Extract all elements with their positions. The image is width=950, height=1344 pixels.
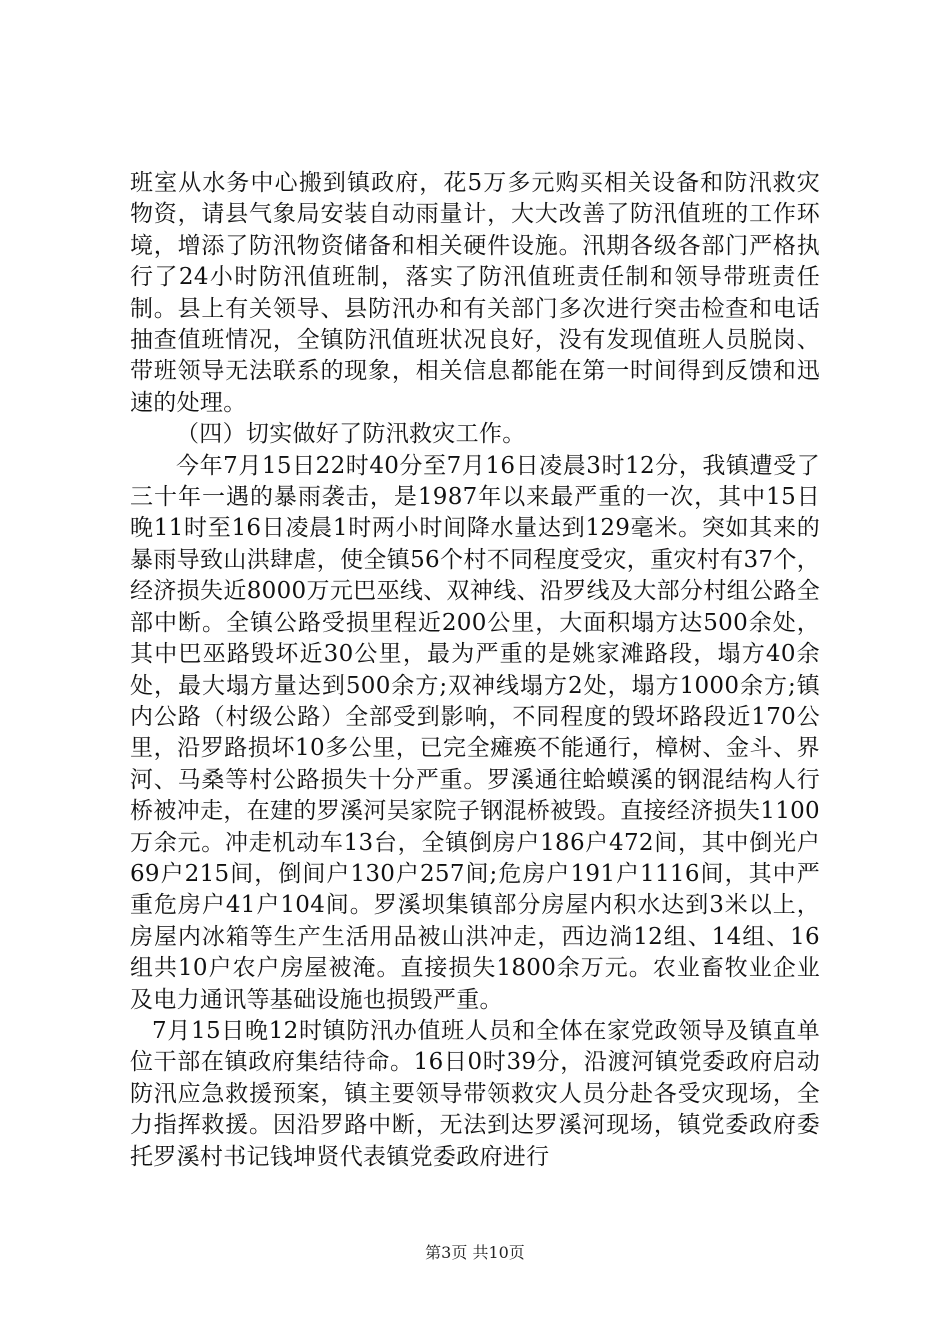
- paragraph-emergency-response: 7月15日晚12时镇防汛办值班人员和全体在家党政领导及镇直单位干部在镇政府集结待命。16日0时39分，沿渡河镇党委政府启动防汛应急救援预案，镇主要领导带领救灾人员分赴各受灾现场，全力指挥救援。因沿罗路中断，无法到达罗溪河现场，镇党委政府委托罗溪村书记钱坤贤代表镇党委政府进行: [130, 1017, 820, 1170]
- section-heading: （四）切实做好了防汛救灾工作。: [176, 421, 526, 448]
- paragraph-continuation: 班室从水务中心搬到镇政府，花5万多元购买相关设备和防汛救灾物资，请县气象局安装自动雨量计，大大改善了防汛值班的工作环境，增添了防汛物资储备和相关硬件设施。汛期各级各部门严格执行了24小时防汛值班制，落实了防汛值班责任制和领导带班责任制。县上有关领导、县防汛办和有关部门多次进行突击检查和电话抽查值班情况，全镇防汛值班状况良好，没有发现值班人员脱岗、带班领导无法联系的现象，相关信息都能在第一时间得到反馈和迅速的处理。: [130, 170, 820, 416]
- document-body: [130, 168, 820, 1173]
- page-footer: 第3页 共10页: [425, 1243, 525, 1262]
- paragraph-disaster-report: 今年7月15日22时40分至7月16日凌晨3时12分，我镇遭受了三十年一遇的暴雨袭击，是1987年以来最严重的一次，其中15日晚11时至16日凌晨1时两小时间降水量达到129毫米。突如其来的暴雨导致山洪肆虐，使全镇56个村不同程度受灾，重灾村有37个，经济损失近8000万元巴巫线、双神线、沿罗线及大部分村组公路全部中断。全镇公路受损里程近200公里，大面积塌方达500余处，其中巴巫路毁坏近30公里，最为严重的是姚家滩路段，塌方40余处，最大塌方量达到500余方;双神线塌方2处，塌方1000余方;镇内公路（村级公路）全部受到影响，不同程度的毁坏路段近170公里，沿罗路损坏10多公里，已完全瘫痪不能通行，樟树、金斗、界河、马桑等村公路损失十分严重。罗溪通往蛤蟆溪的钢混结构人行桥被冲走，在建的罗溪河吴家院子钢混桥被毁。直接经济损失1100万余元。冲走机动车13台，全镇倒房户186户472间，其中倒光户69户215间，倒间户130户257间;危房户191户1116间，其中严重危房户41户104间。罗溪坝集镇部分房屋内积水达到3米以上，房屋内冰箱等生产生活用品被山洪冲走，西边淌12组、14组、16组共10户农户房屋被淹。直接损失1800余万元。农业畜牧业企业及电力通讯等基础设施也损毁严重。: [130, 452, 820, 1013]
